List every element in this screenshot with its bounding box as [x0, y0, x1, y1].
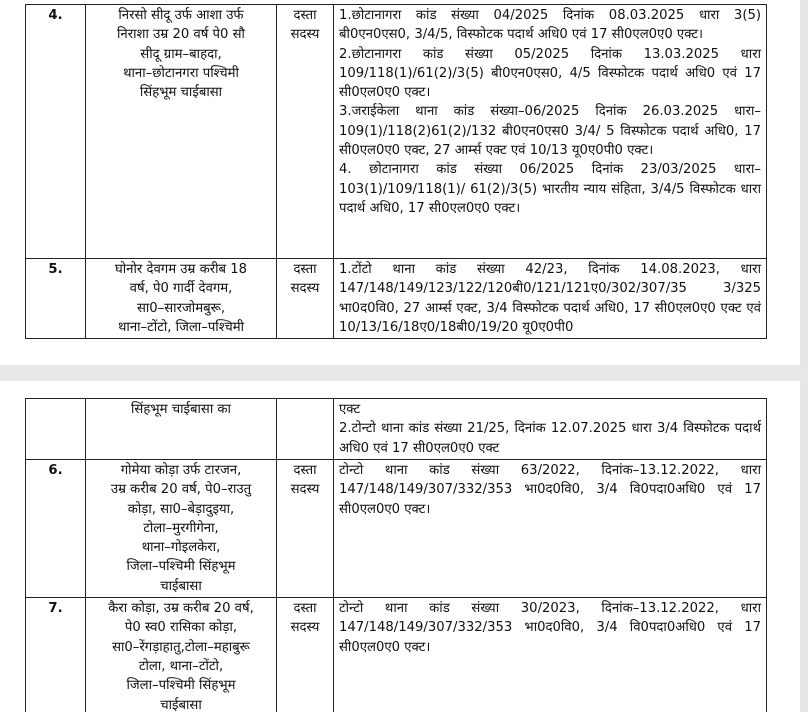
role-line: सदस्य — [290, 482, 320, 498]
role-cell — [277, 399, 334, 460]
case-entry: 1.टोंटो थाना कांड संख्या 42/23, दिनांक 14.08.2023, धारा 147/148/149/123/122/120बी0/121/121ए0/302/307/35 3/325 भा0द0वि0, 27 आर्म्स एक्ट, 3/4 विस्फोटक पदार्थ अधि0, 17 सी0एल0ए0 एक्ट एवं 10/13/16/18ए0/18बी0/19/20 यू0ए0पी0 — [339, 262, 761, 335]
case-details — [334, 399, 767, 460]
serial-number: 7. — [26, 598, 86, 712]
case-details — [334, 460, 767, 598]
role-line: सदस्य — [290, 620, 320, 636]
case-entry: टोन्टो थाना कांड संख्या 63/2022, दिनांक–13.12.2022, धारा 147/148/149/307/332/353 भा0द0वि0, 3/4 वि0पदा0अधि0 एवं 17 सी0एल0ए0 एक्ट। — [339, 463, 761, 517]
page-separator — [0, 365, 808, 381]
serial-number — [26, 399, 86, 460]
role-line: दस्ता — [293, 8, 317, 23]
case-entry: 1.छोटानागरा कांड संख्या 04/2025 दिनांक 08.03.2025 धारा 3(5) बी0एन0एस0, 3/4/5, विस्फोटक पदार्थ अधि0 एवं 17 सी0एल0ए0 एक्ट। — [339, 8, 761, 43]
name-line: निराशा उम्र 20 वर्ष पे0 सौ — [117, 27, 245, 43]
accused-table-page-1 — [25, 4, 767, 339]
accused-details — [86, 460, 277, 598]
accused-details — [86, 399, 277, 460]
case-entry: टोन्टो थाना कांड संख्या 30/2023, दिनांक–13.12.2022, धारा 147/148/149/307/332/353 भा0द0वि0, 3/4 वि0पदा0अधि0 एवं 17 सी0एल0ए0 एक्ट। — [339, 601, 761, 655]
table-row — [26, 399, 767, 460]
role-cell — [277, 5, 334, 259]
name-line: टोला–मुरगीगेना, — [143, 520, 219, 536]
name-line: टोला, थाना–टोंटो, — [138, 658, 224, 674]
role-cell — [277, 598, 334, 712]
accused-details — [86, 5, 277, 259]
name-line: गोमेया कोड़ा उर्फ टारजन, — [120, 463, 242, 478]
name-line: थाना–टोंटो, जिला–पश्चिमी — [117, 319, 245, 335]
role-line: दस्ता — [293, 262, 317, 277]
serial-number: 4. — [26, 5, 86, 259]
name-line: पे0 स्व0 रासिका कोड़ा, — [124, 620, 238, 636]
name-line: वर्ष, पे0 गार्दी देवगम, — [129, 281, 233, 297]
role-line: दस्ता — [293, 463, 317, 478]
role-cell — [277, 259, 334, 339]
table-row — [26, 598, 767, 712]
document-page-2 — [0, 381, 800, 712]
case-entry: एक्ट — [339, 402, 361, 417]
name-line: थाना–गोइलकेरा, — [141, 540, 221, 556]
role-cell — [277, 460, 334, 598]
table-row — [26, 460, 767, 598]
name-line: सिंहभूम चाईबासा का — [131, 402, 231, 417]
case-entry: 3.जराईकेला थाना कांड संख्या–06/2025 दिनांक 26.03.2025 धारा–109(1)/118(2)61(2)/132 बी0एन0एस0 3/4/ 5 विस्फोटक पदार्थ अधि0, 17 सी0एल0ए0 एक्ट, 27 आर्म्स एक्ट एवं 10/13 यू0ए0पी0 एक्ट। — [339, 104, 761, 159]
role-line: दस्ता — [293, 601, 317, 617]
name-line: सा0–सारजोमबुरू, — [136, 300, 226, 316]
case-entry: 4. छोटानागरा कांड संख्या 06/2025 दिनांक 23/03/2025 धारा–103(1)/109/118(1)/ 61(2)/3(5) भारतीय न्याय संहिता, 3/4/5 विस्फोटक धारा पदार्थ अधि0, 17 सी0एल0ए0 एक्ट। — [339, 162, 761, 216]
name-line: उम्र करीब 20 वर्ष, पे0–राउतु — [110, 482, 252, 498]
name-line: कोड़ा, सा0–बेड़ादुइया, — [127, 501, 235, 517]
case-details — [334, 259, 767, 339]
name-line: थाना–छोटानगरा पश्चिमी — [123, 65, 239, 81]
name-line: कैरा कोड़ा, उम्र करीब 20 वर्ष, — [108, 601, 254, 617]
name-line: सिंहभूम चाईबासा — [139, 85, 223, 101]
accused-details — [86, 598, 277, 712]
name-line: जिला–पश्चिमी सिंहभूम — [126, 678, 236, 694]
serial-number: 5. — [26, 259, 86, 339]
name-line: जिला–पश्चिमी सिंहभूम — [126, 559, 236, 575]
accused-details — [86, 259, 277, 339]
accused-table-page-2 — [25, 398, 767, 712]
table-row — [26, 259, 767, 339]
case-entry: 2.छोटानागरा कांड संख्या 05/2025 दिनांक 13.03.2025 धारा 109/118(1)/61(2)/3(5) बी0एन0एस0, 4/5 विस्फोटक पदार्थ अधि0 एवं 17 सी0एल0ए0 एक्ट। — [339, 46, 761, 101]
name-line: सा0–रेंगड़ाहातु,टोला–महाबुरू — [112, 639, 250, 655]
name-line: चाईबासा — [160, 697, 202, 712]
name-line: चाईबासा — [160, 578, 202, 594]
serial-number: 6. — [26, 460, 86, 598]
case-details — [334, 598, 767, 712]
case-details — [334, 5, 767, 259]
name-line: सीदू ग्राम–बाहदा, — [140, 46, 222, 62]
role-line: सदस्य — [290, 27, 320, 43]
role-line: सदस्य — [290, 281, 320, 297]
name-line: निरसो सीदू उर्फ आशा उर्फ — [118, 8, 244, 23]
table-row — [26, 5, 767, 259]
name-line: घोनोर देवगम उम्र करीब 18 — [114, 262, 248, 277]
case-entry: 2.टोन्टो थाना कांड संख्या 21/25, दिनांक 12.07.2025 धारा 3/4 विस्फोटक पदार्थ अधि0 एवं 17 सी0एल0ए0 एक्ट — [339, 421, 761, 456]
